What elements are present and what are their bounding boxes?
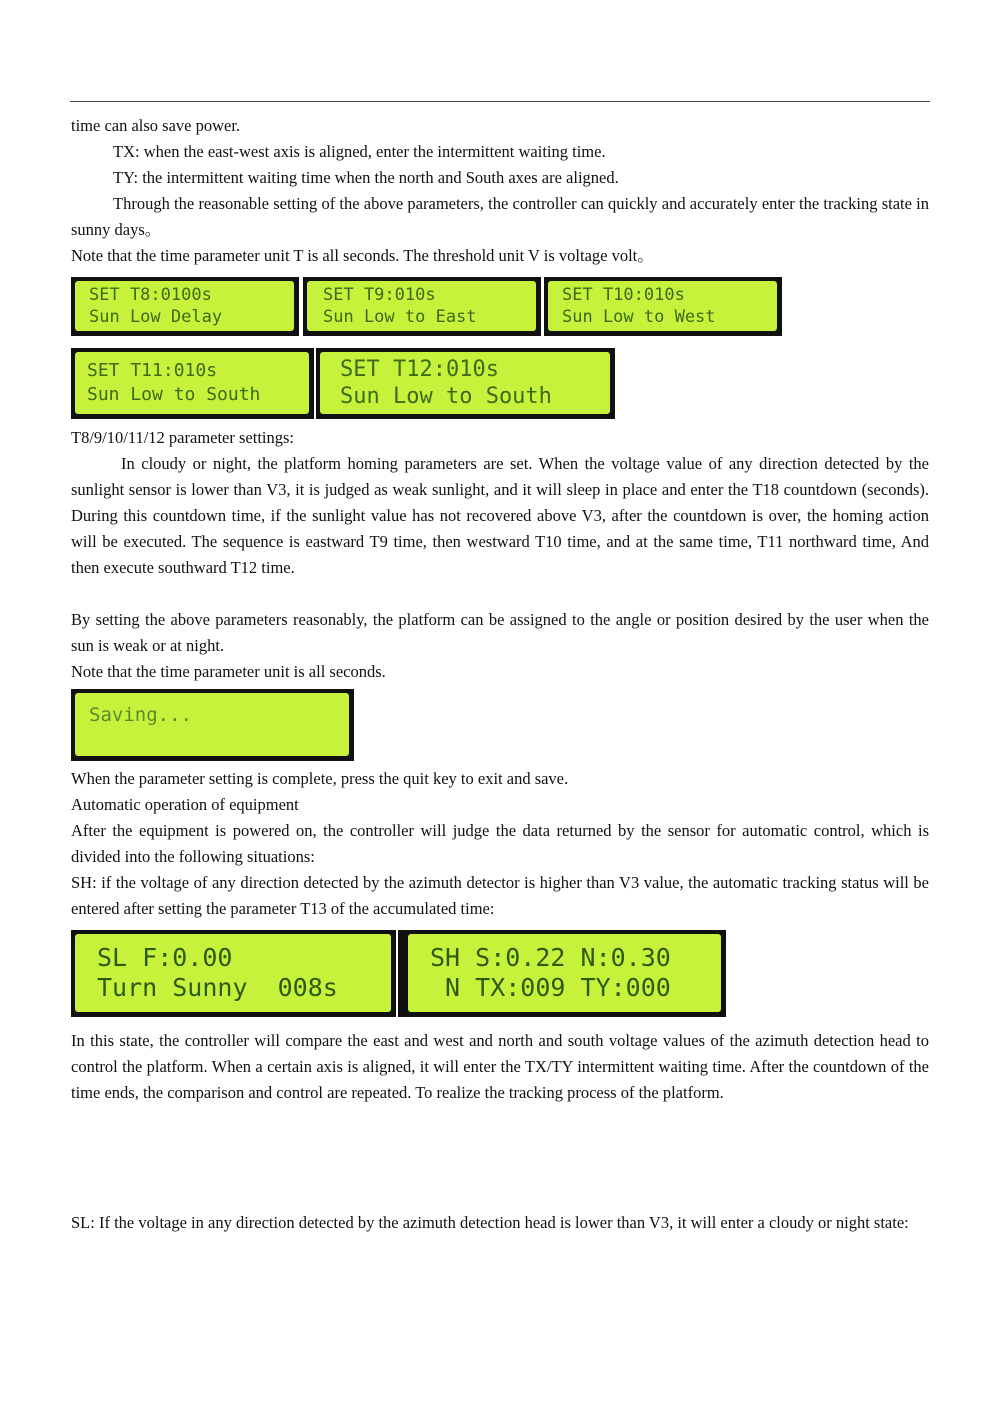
- lcd-t11-panel: [71, 348, 314, 419]
- paragraph-setting-reasonably: By setting the above parameters reasonably, the platform can be assigned to the angle or position desired by the user when the sun is weak or at night.: [71, 610, 929, 655]
- lcd-line-2: Sun Low to South: [87, 384, 261, 405]
- lcd-line-1: SL F:0.00: [97, 943, 233, 972]
- lcd-line-2: Turn Sunny 008s: [97, 973, 338, 1002]
- lcd-line-1: SET T11:010s: [87, 360, 218, 381]
- paragraph-note-units: Note that the time parameter unit T is all seconds. The threshold unit V is voltage volt。: [71, 246, 654, 265]
- paragraph-note-seconds: Note that the time parameter unit is all seconds.: [71, 662, 386, 681]
- paragraph-ty: TY: the intermittent waiting time when the north and South axes are aligned.: [113, 168, 619, 187]
- lcd-sh-panel: [398, 930, 726, 1017]
- section-heading-automatic-operation: Automatic operation of equipment: [71, 795, 299, 814]
- lcd-saving-panel: [71, 689, 354, 761]
- paragraph-t8-12-heading: T8/9/10/11/12 parameter settings:: [71, 428, 295, 447]
- lcd-line-1: SH S:0.22 N:0.30: [430, 943, 671, 972]
- lcd-sl-panel: [71, 930, 396, 1017]
- paragraph-quit-key: When the parameter setting is complete, press the quit key to exit and save.: [71, 769, 569, 788]
- lcd-line-2: Sun Low to South: [340, 384, 552, 409]
- lcd-line-2: Sun Low Delay: [89, 307, 223, 327]
- lcd-line-1: SET T9:010s: [323, 285, 436, 305]
- lcd-t8-panel: [71, 277, 299, 336]
- paragraph-sh: SH: if the voltage of any direction detected by the azimuth detector is higher than V3 value, the automatic tracking status will be entered after setting the parameter T13 of the accumulated time:: [71, 873, 929, 918]
- lcd-line-1: Saving...: [89, 704, 192, 726]
- paragraph-continuation: time can also save power.: [71, 116, 241, 135]
- lcd-line-2: N TX:009 TY:000: [430, 973, 671, 1002]
- lcd-t12-panel: [316, 348, 615, 419]
- lcd-line-2: Sun Low to East: [323, 307, 477, 327]
- lcd-line-1: SET T10:010s: [562, 285, 685, 305]
- lcd-t10-panel: [544, 277, 782, 336]
- paragraph-reasonable-setting: Through the reasonable setting of the above parameters, the controller can quickly and accurately enter the tracking state in sunny days。: [71, 194, 929, 239]
- paragraph-homing: In cloudy or night, the platform homing parameters are set. When the voltage value of any direction detected by the sunlight sensor is lower than V3, it is judged as weak sunlight, and it will sleep in place and enter the T18 countdown (seconds). During this countdown time, if the sunlight value has not recovered above V3, after the countdown is over, the homing action will be executed. The sequence is eastward T9 time, then westward T10 time, and at the same time, T11 northward time, And then execute southward T12 time.: [71, 454, 929, 577]
- paragraph-tx: TX: when the east-west axis is aligned, enter the intermittent waiting time.: [113, 142, 606, 161]
- header-rule: [70, 101, 930, 102]
- lcd-line-1: SET T12:010s: [340, 357, 499, 382]
- paragraph-powered-on: After the equipment is powered on, the controller will judge the data returned by the sensor for automatic control, which is divided into the following situations:: [71, 821, 929, 866]
- lcd-line-2: Sun Low to West: [562, 307, 716, 327]
- paragraph-tracking-state: In this state, the controller will compare the east and west and north and south voltage values of the azimuth detection head to control the platform. When a certain axis is aligned, it will enter the TX/TY intermittent waiting time. After the countdown of the time ends, the comparison and control are repeated. To realize the tracking process of the platform.: [71, 1031, 929, 1102]
- lcd-t9-panel: [303, 277, 541, 336]
- paragraph-sl: SL: If the voltage in any direction detected by the azimuth detection head is lower than V3, it will enter a cloudy or night state:: [71, 1213, 909, 1232]
- lcd-line-1: SET T8:0100s: [89, 285, 212, 305]
